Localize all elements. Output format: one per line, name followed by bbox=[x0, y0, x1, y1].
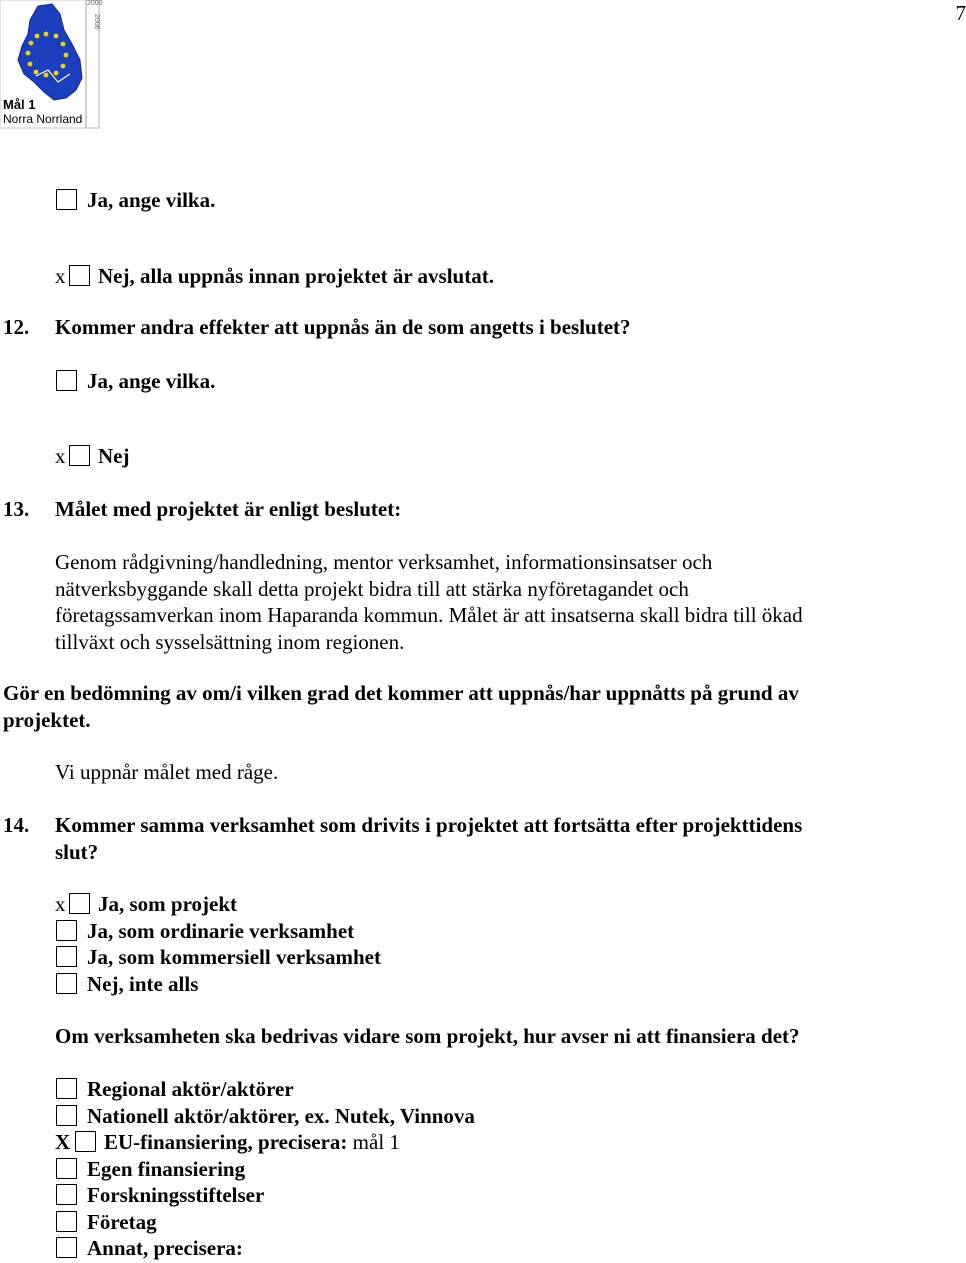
checkbox-foretag[interactable] bbox=[56, 1211, 77, 1232]
checkbox-mark: X bbox=[55, 1130, 71, 1154]
assessment-answer: Vi uppnår målet med råge. bbox=[55, 760, 279, 784]
question-text: Målet med projektet är enligt beslutet: bbox=[55, 497, 402, 521]
question-text bbox=[55, 812, 802, 865]
checkbox-ja-som-kommersiell[interactable] bbox=[56, 946, 77, 967]
option-value: mål 1 bbox=[352, 1130, 400, 1154]
option-label: Nej, inte alls bbox=[87, 972, 199, 996]
option-label: Företag bbox=[87, 1210, 157, 1234]
answer-line: företagssamverkan inom Haparanda kommun. Målet är att insatserna skall bidra till ökad bbox=[55, 603, 803, 627]
option-label: Forskningsstiftelser bbox=[87, 1183, 265, 1207]
mal1-logo bbox=[0, 0, 103, 130]
checkbox-ja-som-projekt[interactable] bbox=[69, 893, 90, 914]
checkbox-egen-finansiering[interactable] bbox=[56, 1158, 77, 1179]
option-label: Annat, precisera: bbox=[87, 1236, 243, 1260]
assessment-question bbox=[3, 680, 799, 733]
logo-years-side: 2006 bbox=[93, 14, 100, 30]
option-label: Nej, alla uppnås innan projektet är avslutat. bbox=[98, 264, 494, 288]
option-label: Ja, ange vilka. bbox=[87, 188, 216, 212]
checkbox-nationell[interactable] bbox=[56, 1105, 77, 1126]
answer-line: Genom rådgivning/handledning, mentor verksamhet, informationsinsatser och bbox=[55, 550, 713, 574]
option-label: Ja, som kommersiell verksamhet bbox=[87, 945, 381, 969]
checkbox-annat[interactable] bbox=[56, 1237, 77, 1258]
question-number: 12. bbox=[3, 315, 30, 339]
checkbox-ja-som-ordinarie[interactable] bbox=[56, 920, 77, 941]
checkbox-mark: x bbox=[55, 892, 66, 916]
checkbox-eu-finansiering[interactable] bbox=[75, 1131, 96, 1152]
assessment-line: projektet. bbox=[3, 707, 91, 732]
checkbox-nej-q12[interactable] bbox=[69, 445, 90, 466]
checkbox-nej-inte-alls[interactable] bbox=[56, 973, 77, 994]
question-text: Kommer andra effekter att uppnås än de som angetts i beslutet? bbox=[55, 315, 631, 339]
page-number: 7 bbox=[955, 1, 966, 25]
answer-text bbox=[55, 549, 803, 655]
logo-title: Mål 1 bbox=[3, 97, 36, 112]
question-line: slut? bbox=[55, 839, 99, 864]
option-label: EU-finansiering, precisera: bbox=[104, 1130, 348, 1154]
logo-subtitle: Norra Norrland bbox=[3, 112, 83, 126]
question-line: Kommer samma verksamhet som drivits i projektet att fortsätta efter projekttidens bbox=[55, 813, 803, 837]
checkbox-ja-ange-vilka-q12[interactable] bbox=[56, 370, 77, 391]
answer-line: tillväxt och sysselsättning inom regionen. bbox=[55, 629, 405, 654]
checkbox-mark: x bbox=[55, 444, 66, 468]
assessment-line: Gör en bedömning av om/i vilken grad det kommer att uppnås/har uppnåtts på grund av bbox=[3, 681, 799, 705]
option-label: Nej bbox=[98, 444, 130, 468]
option-label: Ja, som ordinarie verksamhet bbox=[87, 919, 355, 943]
option-label: Nationell aktör/aktörer, ex. Nutek, Vinnova bbox=[87, 1104, 475, 1128]
option-label: Egen finansiering bbox=[87, 1157, 246, 1181]
question-number: 14. bbox=[3, 813, 30, 837]
checkbox-nej-q11[interactable] bbox=[69, 265, 90, 286]
logo-years-top: 2000 bbox=[87, 0, 103, 7]
checkbox-forskningsstiftelser[interactable] bbox=[56, 1184, 77, 1205]
finance-question: Om verksamheten ska bedrivas vidare som projekt, hur avser ni att finansiera det? bbox=[55, 1024, 800, 1048]
option-label-eu bbox=[104, 1129, 400, 1155]
option-label: Ja, som projekt bbox=[98, 892, 238, 916]
answer-line: nätverksbyggande skall detta projekt bidra till att stärka nyföretagandet och bbox=[55, 576, 689, 601]
checkbox-ja-ange-vilka-q11[interactable] bbox=[56, 189, 77, 210]
checkbox-regional[interactable] bbox=[56, 1078, 77, 1099]
checkbox-mark: x bbox=[55, 264, 66, 288]
option-label: Ja, ange vilka. bbox=[87, 369, 216, 393]
option-label: Regional aktör/aktörer bbox=[87, 1077, 294, 1101]
question-number: 13. bbox=[3, 497, 30, 521]
